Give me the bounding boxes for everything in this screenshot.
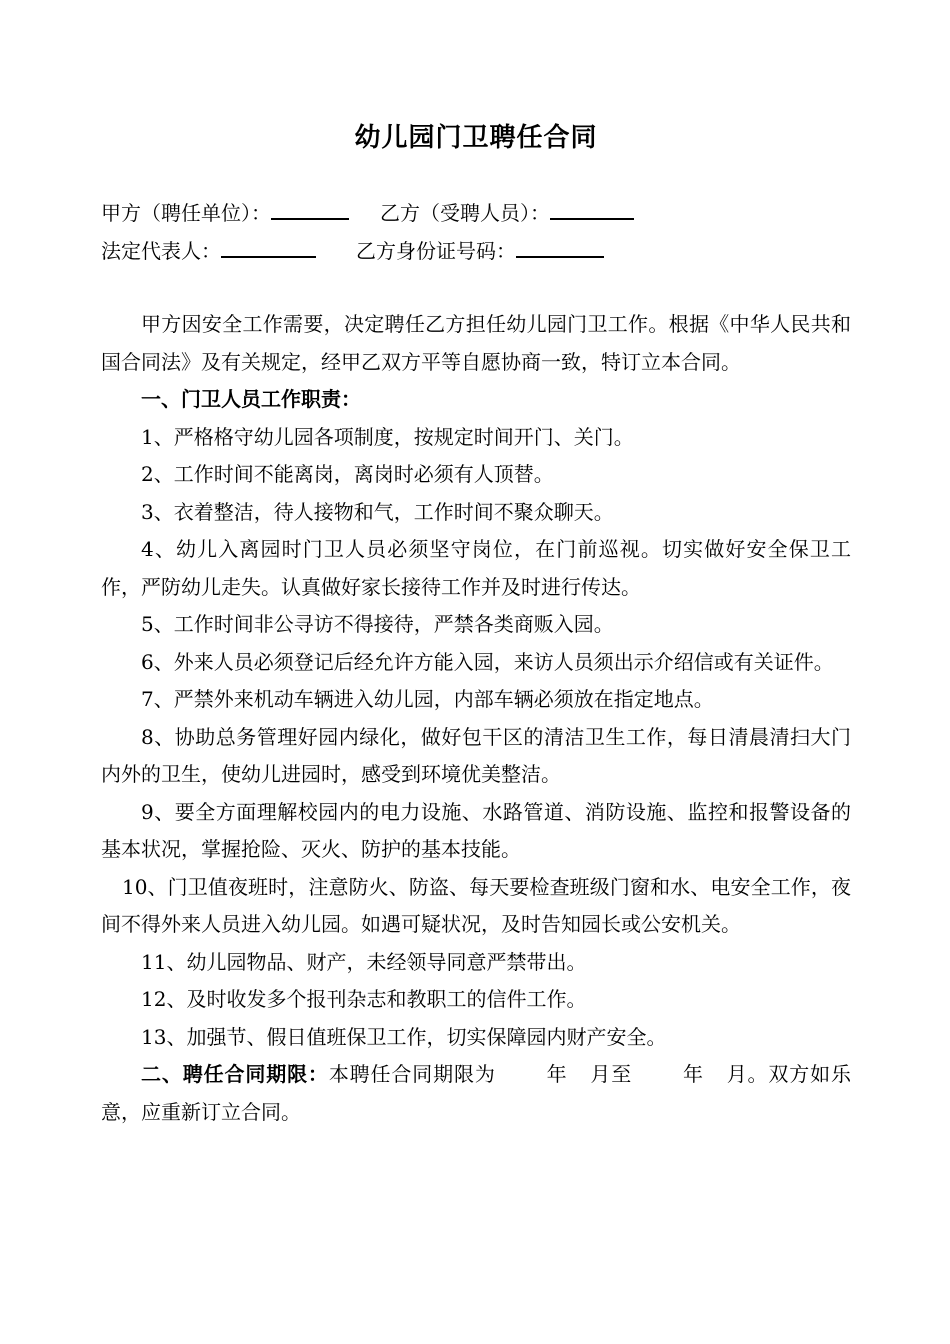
section-2-heading-text: 二、聘任合同期限： (141, 1062, 329, 1086)
duty-item-5: 5、工作时间非公寻访不得接待，严禁各类商贩入园。 (141, 612, 614, 636)
duty-item-1: 1、严格格守幼儿园各项制度，按规定时间开门、关门。 (141, 424, 634, 449)
duty-item-9: 9、要全方面理解校园内的电力设施、水路管道、消防设施、监控和报警设备的基本状况，掌握抢险、灭火、防护的基本技能。 (101, 799, 851, 861)
duty-item-13: 13、加强节、假日值班保卫工作，切实保障园内财产安全。 (141, 1024, 667, 1049)
duty-item-4: 4、幼儿入离园时门卫人员必须坚守岗位，在门前巡视。切实做好安全保卫工作，严防幼儿走失。认真做好家长接待工作并及时进行传达。 (101, 537, 851, 599)
section-1-heading (101, 381, 851, 419)
contract-body (101, 306, 851, 1131)
duty-item-10: 10、门卫值夜班时，注意防火、防盗、每天要检查班级门窗和水、电安全工作，夜间不得外来人员进入幼儿园。如遇可疑状况，及时告知园长或公安机关。 (101, 874, 851, 936)
party-b-label: 乙方（受聘人员）： (380, 201, 550, 225)
id-number-blank[interactable] (516, 234, 604, 258)
duty-item-3: 3、衣着整洁，待人接物和气，工作时间不聚众聊天。 (141, 499, 614, 524)
id-number-label: 乙方身份证号码： (356, 239, 516, 263)
term-year-1: 年 (545, 1062, 568, 1086)
parties-row-1 (101, 196, 634, 228)
term-year-2: 年 (682, 1062, 704, 1086)
section-1-heading-text: 一、门卫人员工作职责： (141, 387, 361, 411)
legal-rep-blank[interactable] (221, 234, 316, 258)
party-a-label: 甲方（聘任单位）： (101, 201, 271, 225)
party-b-blank[interactable] (550, 196, 634, 220)
duty-item-6: 6、外来人员必须登记后经允许方能入园，来访人员须出示介绍信或有关证件。 (141, 649, 834, 674)
duty-item-8: 8、协助总务管理好园内绿化，做好包干区的清洁卫生工作，每日清晨清扫大门内外的卫生，使幼儿进园时，感受到环境优美整洁。 (101, 724, 851, 786)
party-a-blank[interactable] (271, 196, 349, 220)
duty-item-2: 2、工作时间不能离岗，离岗时必须有人顶替。 (141, 462, 554, 486)
duty-item-7: 7、严禁外来机动车辆进入幼儿园，内部车辆必须放在指定地点。 (141, 687, 714, 711)
parties-row-2 (101, 234, 604, 266)
intro-paragraph: 甲方因安全工作需要，决定聘任乙方担任幼儿园门卫工作。根据《中华人民共和国合同法》及有关规定，经甲乙双方平等自愿协商一致，特订立本合同。 (101, 312, 851, 374)
legal-rep-label: 法定代表人： (101, 239, 221, 263)
section-2-paragraph (101, 1056, 851, 1131)
duty-item-11: 11、幼儿园物品、财产，未经领导同意严禁带出。 (141, 949, 587, 974)
term-month-2: 月。双方如乐意，应重新订立合同。 (101, 1062, 852, 1124)
term-text-a: 本聘任合同期限为 (328, 1062, 496, 1086)
document-title: 幼儿园门卫聘任合同 (354, 123, 598, 153)
term-month-1: 月至 (589, 1062, 633, 1086)
duty-item-12: 12、及时收发多个报刊杂志和教职工的信件工作。 (141, 987, 587, 1011)
